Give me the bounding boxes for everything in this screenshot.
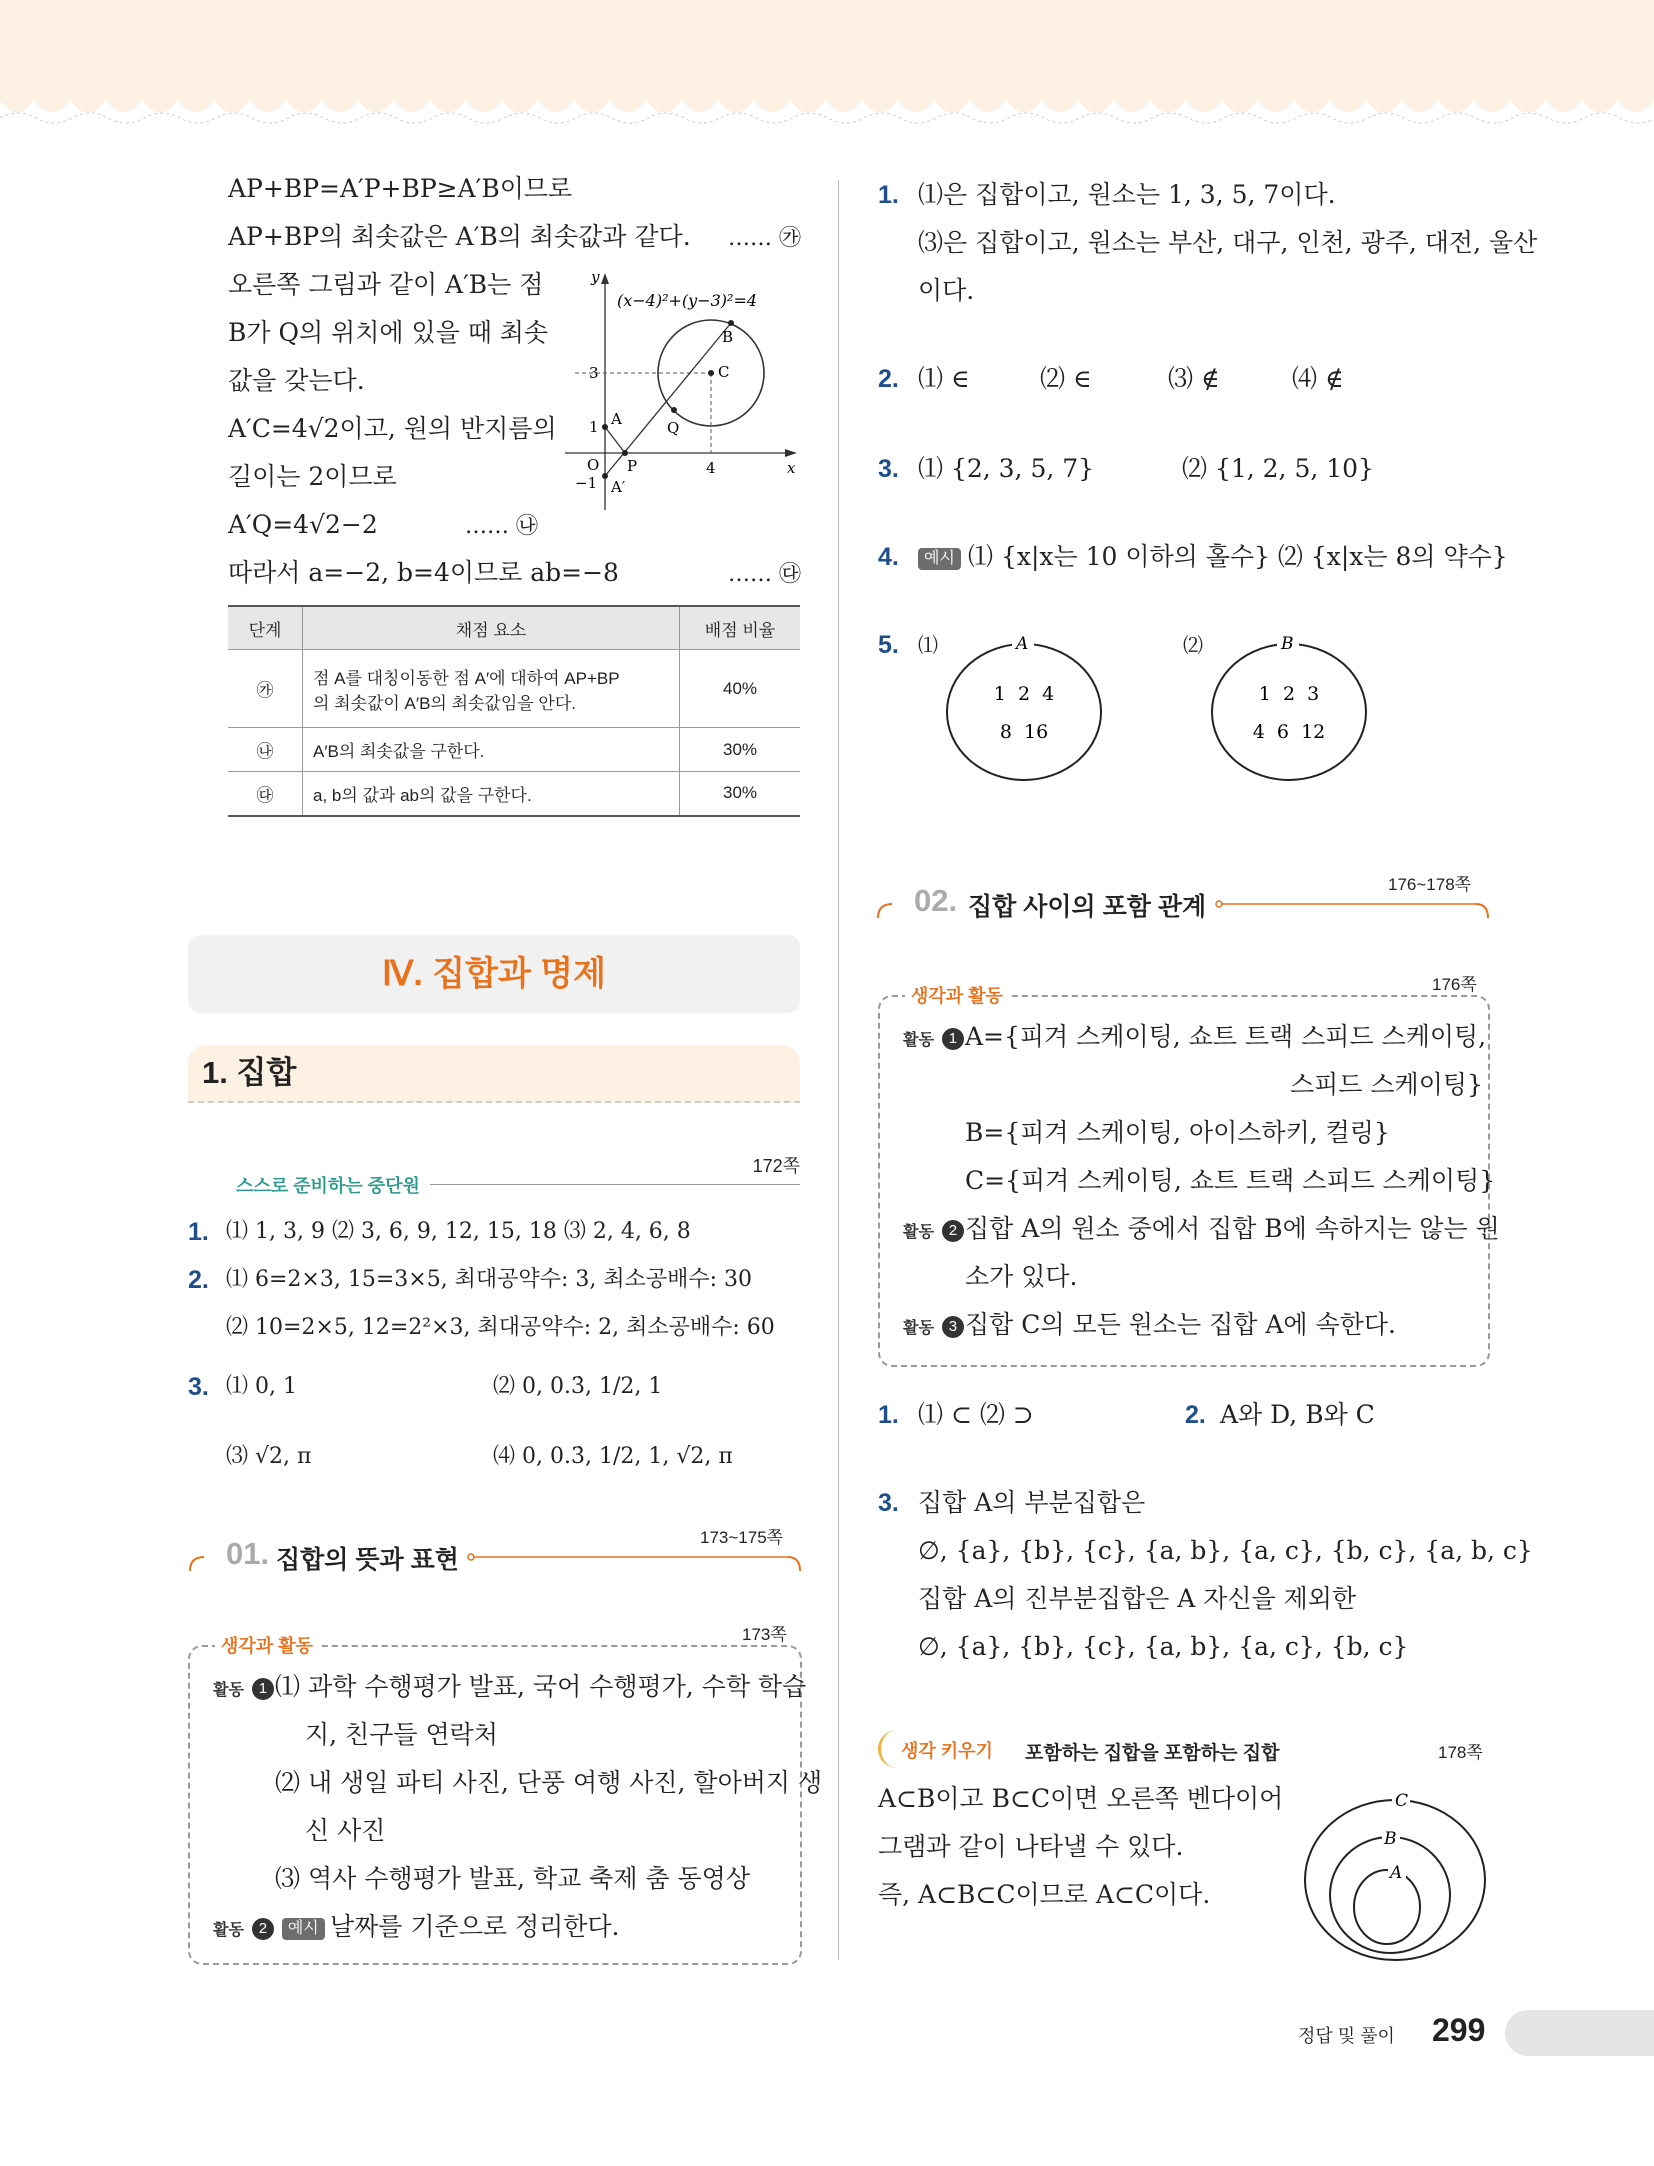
activity-right-line-4: C={피겨 스케이팅, 쇼트 트랙 스피드 스케이팅} xyxy=(965,1166,1496,1195)
activity-right-line-3: B={피겨 스케이팅, 아이스하키, 컬링} xyxy=(965,1118,1390,1147)
activity-number-3: 3 xyxy=(942,1316,964,1338)
sub02-number: 02. xyxy=(914,883,958,918)
graph-tick-3: 3 xyxy=(589,364,599,382)
venn-set-b: B xyxy=(1384,1829,1397,1849)
proof-line-7: 길이는 2이므로 xyxy=(228,462,397,491)
review-item-2a: ⑴ 6=2×3, 15=3×5, 최대공약수: 3, 최소공배수: 30 xyxy=(226,1267,752,1292)
proof-line-8: A′Q=4√2−2 xyxy=(228,510,378,539)
mark-ga: …… ㉮ xyxy=(728,226,801,251)
mark-na: …… ㉯ xyxy=(465,514,538,539)
graph-tick-minus1: −1 xyxy=(575,474,598,492)
score-header-desc: 채점 요소 xyxy=(303,606,680,650)
activity-left-line-6: 날짜를 기준으로 정리한다. xyxy=(330,1912,620,1941)
answer-1-line-2: ⑶은 집합이고, 원소는 부산, 대구, 인천, 광주, 대전, 울산 xyxy=(918,228,1538,257)
activity-number-1: 1 xyxy=(942,1028,964,1050)
activity-left-line-5: ⑶ 역사 수행평가 발표, 학교 축제 춤 동영상 xyxy=(275,1864,750,1893)
answer-num-5: 5. xyxy=(878,631,899,659)
think-line-3: 즉, A⊂B⊂C이므로 A⊂C이다. xyxy=(878,1880,1211,1909)
nested-venn-diagram xyxy=(1300,1785,1490,1965)
venn2-set-label: B xyxy=(1281,634,1294,654)
activity-label-right: 생각과 활동 xyxy=(905,982,1009,1008)
score-step: ㉯ xyxy=(228,728,303,772)
q3-line-3: 집합 A의 진부분집합은 A 자신을 제외한 xyxy=(918,1584,1357,1613)
score-step: ㉰ xyxy=(228,772,303,816)
activity-right-line-2: 스피드 스케이팅} xyxy=(1290,1070,1483,1099)
graph-y-label: y xyxy=(591,270,600,286)
answer-2-part-1: ⑴ ∈ xyxy=(918,364,970,393)
activity-right-line-5: 집합 A의 원소 중에서 집합 B에 속하지는 않는 원 xyxy=(965,1214,1500,1243)
venn2-label: ⑵ xyxy=(1183,633,1203,657)
graph-point-a: A xyxy=(611,410,622,428)
score-header-ratio: 배점 비율 xyxy=(680,606,801,650)
sub02-pages: 176~178쪽 xyxy=(1388,875,1472,894)
answer-1-line-3: 이다. xyxy=(918,276,975,305)
review-num-3: 3. xyxy=(188,1373,209,1401)
activity-number-1: 1 xyxy=(252,1678,274,1700)
think-tag: 생각 키우기 xyxy=(901,1741,993,1761)
sub01-pages: 173~175쪽 xyxy=(700,1528,784,1547)
think-page: 178쪽 xyxy=(1438,1743,1483,1762)
activity-left-line-2: 지, 친구들 연락처 xyxy=(305,1720,498,1749)
graph-tick-4: 4 xyxy=(706,459,716,477)
score-desc-line: 의 최솟값이 A′B의 최솟값임을 안다. xyxy=(313,693,576,713)
proof-line-6: A′C=4√2이고, 원의 반지름의 xyxy=(228,414,557,443)
review-item-3b: ⑵ 0, 0.3̇, 1/2, 1 xyxy=(493,1374,663,1399)
section-title-box xyxy=(188,1045,800,1103)
q1-text: ⑴ ⊂ ⑵ ⊃ xyxy=(918,1400,1034,1429)
activity-left-line-3: ⑵ 내 생일 파티 사진, 단풍 여행 사진, 할아버지 생 xyxy=(275,1768,823,1797)
review-item-1: ⑴ 1, 3, 9 ⑵ 3, 6, 9, 12, 15, 18 ⑶ 2, 4, 6, 8 xyxy=(226,1219,691,1244)
section-title: 1. 집합 xyxy=(202,1055,297,1090)
graph-x-label: x xyxy=(787,459,796,477)
activity-left-line-1: ⑴ 과학 수행평가 발표, 국어 수행평가, 수학 학습 xyxy=(275,1672,807,1701)
answer-num-2: 2. xyxy=(878,365,899,393)
answer-2-part-2: ⑵ ∈ xyxy=(1040,364,1092,393)
proof-line-4: B가 Q의 위치에 있을 때 최솟 xyxy=(228,318,549,347)
graph-origin: O xyxy=(587,456,600,474)
score-row xyxy=(228,772,800,816)
think-title: 포함하는 집합을 포함하는 집합 xyxy=(1025,1743,1280,1764)
activity-left-line-4: 신 사진 xyxy=(305,1816,386,1845)
graph-equation: (x−4)²+(y−3)²=4 xyxy=(617,291,758,310)
score-row xyxy=(228,728,800,772)
think-tag-box xyxy=(878,1730,1021,1768)
activity-page-left: 173쪽 xyxy=(742,1625,787,1644)
proof-line-3: 오른쪽 그림과 같이 A′B는 점 xyxy=(228,270,544,299)
score-step: ㉮ xyxy=(228,650,303,728)
answer-3-part-1: ⑴ {2, 3, 5, 7} xyxy=(918,454,1095,483)
q1-num: 1. xyxy=(878,1401,899,1429)
think-line-2: 그램과 같이 나타낼 수 있다. xyxy=(878,1832,1184,1861)
activity-right-line-6: 소가 있다. xyxy=(965,1262,1078,1291)
score-ratio: 40% xyxy=(680,650,801,728)
review-rule xyxy=(430,1184,800,1185)
review-num-1: 1. xyxy=(188,1218,209,1246)
review-item-2b: ⑵ 10=2×5, 12=2²×3, 최대공약수: 2, 최소공배수: 60 xyxy=(226,1315,775,1340)
activity-label: 활동 xyxy=(903,1224,934,1241)
proof-line-5: 값을 갖는다. xyxy=(228,366,365,395)
venn-diagram-2 xyxy=(1205,630,1375,790)
review-num-2: 2. xyxy=(188,1266,209,1294)
q3-line-2: ∅, {a}, {b}, {c}, {a, b}, {a, c}, {b, c}, {a, b, c} xyxy=(918,1536,1533,1565)
page-number: 299 xyxy=(1432,2012,1486,2048)
example-tag: 예시 xyxy=(918,548,961,570)
answer-2-part-3: ⑶ ∉ xyxy=(1168,364,1220,393)
proof-line-2: AP+BP의 최솟값은 A′B의 최솟값과 같다. xyxy=(228,222,691,251)
chapter-title-box xyxy=(188,935,800,1013)
sub01-title: 집합의 뜻과 표현 xyxy=(276,1546,459,1574)
score-row xyxy=(228,650,800,728)
venn1-row-1: 1 2 4 xyxy=(993,683,1055,705)
score-desc-line: 점 A를 대칭이동한 점 A′에 대하여 AP+BP xyxy=(313,668,620,688)
footer-label: 정답 및 풀이 xyxy=(1298,2026,1395,2046)
score-desc xyxy=(303,650,680,728)
score-ratio: 30% xyxy=(680,772,801,816)
answer-1-line-1: ⑴은 집합이고, 원소는 1, 3, 5, 7이다. xyxy=(918,180,1336,209)
venn1-row-2: 8 16 xyxy=(999,721,1049,743)
review-label: 스스로 준비하는 중단원 xyxy=(236,1176,420,1196)
venn-diagram-1 xyxy=(940,630,1110,790)
activity-label: 활동 xyxy=(903,1032,934,1049)
activity-number-2: 2 xyxy=(252,1918,274,1940)
review-item-3d: ⑷ 0, 0.3̇, 1/2, 1, √2, π xyxy=(493,1444,733,1469)
graph-tick-1: 1 xyxy=(589,418,599,436)
think-line-1: A⊂B이고 B⊂C이면 오른쪽 벤다이어 xyxy=(878,1784,1284,1813)
answer-num-1: 1. xyxy=(878,181,899,209)
q2-text: A와 D, B와 C xyxy=(1220,1400,1375,1429)
answer-2-part-4: ⑷ ∉ xyxy=(1292,364,1344,393)
score-ratio: 30% xyxy=(680,728,801,772)
graph-point-c: C xyxy=(718,363,730,381)
activity-right-line-1: A={피겨 스케이팅, 쇼트 트랙 스피드 스케이팅, xyxy=(965,1022,1487,1051)
q3-num: 3. xyxy=(878,1489,899,1517)
graph-point-p: P xyxy=(627,457,638,475)
footer-tab xyxy=(1505,2010,1654,2056)
q3-line-1: 집합 A의 부분집합은 xyxy=(918,1488,1146,1517)
q3-line-4: ∅, {a}, {b}, {c}, {a, b}, {a, c}, {b, c} xyxy=(918,1632,1409,1661)
answer-3-part-2: ⑵ {1, 2, 5, 10} xyxy=(1182,454,1374,483)
graph-point-q: Q xyxy=(667,419,680,437)
activity-number-2: 2 xyxy=(942,1220,964,1242)
activity-page-right: 176쪽 xyxy=(1432,975,1477,994)
example-tag: 예시 xyxy=(282,1918,325,1940)
venn2-row-2: 4 6 12 xyxy=(1252,721,1326,743)
review-item-3a: ⑴ 0, 1 xyxy=(226,1374,297,1399)
score-desc: A′B의 최솟값을 구한다. xyxy=(303,728,680,772)
score-desc: a, b의 값과 ab의 값을 구한다. xyxy=(303,772,680,816)
answer-4-text: ⑴ {x|x는 10 이하의 홀수} ⑵ {x|x는 8의 약수} xyxy=(968,542,1508,571)
activity-label: 활동 xyxy=(213,1922,244,1939)
answer-num-3: 3. xyxy=(878,455,899,483)
venn2-row-1: 1 2 3 xyxy=(1258,683,1320,705)
proof-line-9: 따라서 a=−2, b=4이므로 ab=−8 xyxy=(228,558,619,587)
activity-label: 활동 xyxy=(903,1320,934,1337)
review-item-3c: ⑶ √2, π xyxy=(226,1444,312,1469)
score-table xyxy=(228,605,800,817)
graph-point-b: B xyxy=(722,328,734,346)
activity-right-line-7: 집합 C의 모든 원소는 집합 A에 속한다. xyxy=(965,1310,1396,1339)
column-divider xyxy=(838,180,839,1960)
venn-set-a: A xyxy=(1390,1863,1403,1883)
score-header-step: 단계 xyxy=(228,606,303,650)
activity-label-left: 생각과 활동 xyxy=(215,1632,319,1658)
review-header xyxy=(200,1156,800,1200)
activity-label: 활동 xyxy=(213,1682,244,1699)
mark-da: …… ㉰ xyxy=(728,562,801,587)
sub02-title: 집합 사이의 포함 관계 xyxy=(968,893,1207,921)
venn1-label: ⑴ xyxy=(918,633,938,657)
graph-point-a-prime: A′ xyxy=(611,478,626,496)
q2-num: 2. xyxy=(1185,1401,1206,1429)
venn-set-c: C xyxy=(1395,1791,1409,1811)
coordinate-graph xyxy=(565,270,805,510)
venn1-set-label: A xyxy=(1016,634,1029,654)
page-header-band xyxy=(0,0,1654,135)
sub01-number: 01. xyxy=(226,1536,270,1571)
proof-line-1: AP+BP=A′P+BP≥A′B이므로 xyxy=(228,174,573,203)
chapter-title: Ⅳ. 집합과 명제 xyxy=(382,955,606,993)
review-page: 172쪽 xyxy=(752,1156,800,1176)
answer-num-4: 4. xyxy=(878,543,899,571)
